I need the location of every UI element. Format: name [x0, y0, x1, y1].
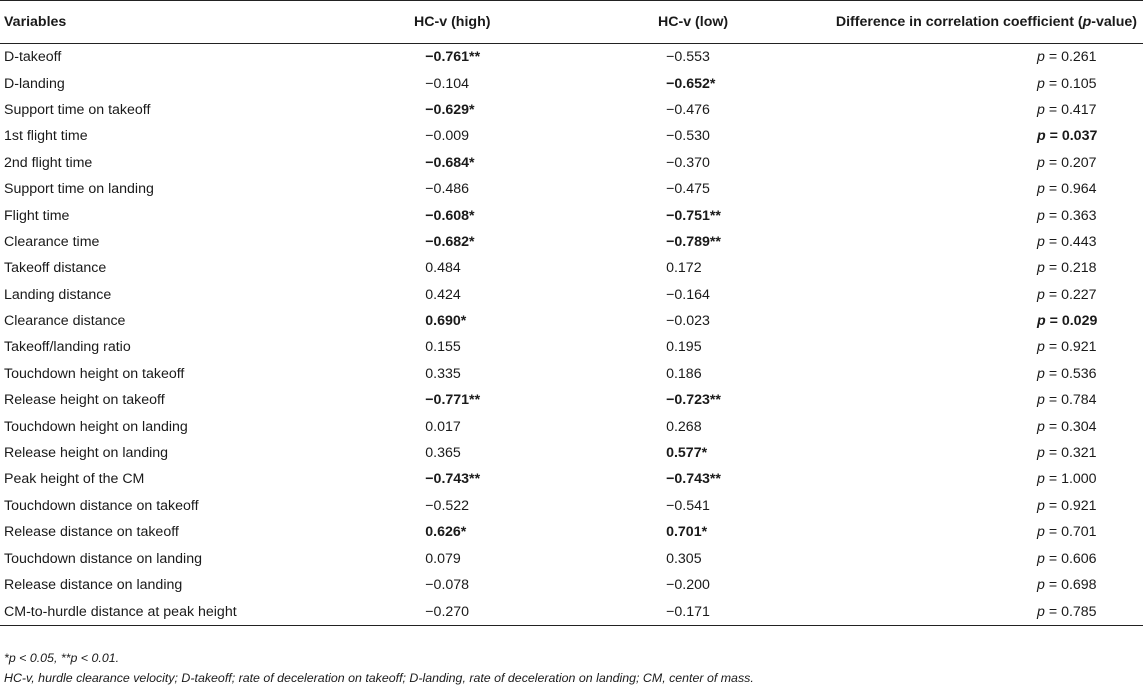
- cell-hc-low: [574, 387, 812, 413]
- p-number: 1.000: [1061, 471, 1097, 488]
- table-row: [0, 545, 1143, 571]
- value-hc-high: −0.522: [425, 497, 470, 514]
- cell-hc-low: [574, 282, 812, 308]
- cell-variable: Touchdown height on takeoff: [4, 365, 185, 382]
- value-hc-low: −0.530: [666, 128, 710, 145]
- cell-difference: [812, 572, 1143, 598]
- cell-difference: [812, 598, 1143, 626]
- cell-hc-high: [331, 493, 574, 519]
- value-hc-low: −0.553: [666, 49, 710, 66]
- value-hc-high: 0.079: [425, 550, 461, 567]
- equals-sign: =: [1044, 207, 1062, 224]
- table-row: [0, 519, 1143, 545]
- value-hc-low: −0.743**: [666, 471, 721, 488]
- header-diff-prefix: Difference in correlation coefficient (: [835, 14, 1083, 30]
- cell-variable: Touchdown height on landing: [4, 418, 188, 435]
- p-symbol: p: [1037, 313, 1046, 330]
- p-symbol: p: [1037, 101, 1045, 118]
- table-row: [0, 229, 1143, 255]
- p-value: [1037, 445, 1137, 461]
- cell-hc-high: [331, 519, 574, 545]
- p-number: 0.443: [1061, 233, 1097, 250]
- table-row: [0, 255, 1143, 281]
- p-symbol: p: [1037, 497, 1045, 514]
- footnote-significance: *p < 0.05, **p < 0.01.: [4, 651, 120, 665]
- cell-difference: [812, 176, 1143, 202]
- cell-variable: 2nd flight time: [4, 154, 93, 171]
- cell-hc-low: [574, 493, 812, 519]
- cell-hc-low: [574, 255, 812, 281]
- p-number: 0.261: [1061, 49, 1097, 66]
- cell-variable: Peak height of the CM: [4, 471, 145, 488]
- equals-sign: =: [1044, 260, 1062, 277]
- p-value: [1037, 76, 1137, 92]
- p-number: 0.363: [1061, 207, 1097, 224]
- p-symbol: p: [1037, 75, 1045, 92]
- cell-hc-high: [331, 229, 574, 255]
- value-hc-high: −0.629*: [425, 101, 475, 118]
- cell-hc-low: [574, 572, 812, 598]
- cell-difference: [812, 150, 1143, 176]
- p-value: [1037, 524, 1137, 540]
- p-value: [1037, 234, 1137, 250]
- cell-hc-low: [574, 545, 812, 571]
- value-hc-low: −0.789**: [666, 233, 721, 250]
- table-row: [0, 150, 1143, 176]
- equals-sign: =: [1045, 313, 1062, 330]
- p-number: 0.321: [1061, 445, 1097, 462]
- equals-sign: =: [1044, 418, 1062, 435]
- cell-hc-high: [331, 387, 574, 413]
- equals-sign: =: [1044, 233, 1062, 250]
- table-row: [0, 308, 1143, 334]
- p-symbol: p: [1037, 260, 1045, 277]
- table-row: [0, 361, 1143, 387]
- table-row: [0, 572, 1143, 598]
- equals-sign: =: [1044, 286, 1062, 303]
- cell-variable: D-takeoff: [4, 49, 62, 66]
- p-symbol: p: [1037, 445, 1045, 462]
- equals-sign: =: [1044, 603, 1062, 620]
- cell-hc-low: [574, 598, 812, 626]
- equals-sign: =: [1045, 128, 1062, 145]
- footnote-abbreviations: HC-v, hurdle clearance velocity; D-takeoff; rate of deceleration on takeoff; D-landing, rate of deceleration on landing; CM, center of mass.: [4, 671, 754, 685]
- cell-hc-low: [574, 466, 812, 492]
- equals-sign: =: [1044, 577, 1062, 593]
- cell-hc-high: [331, 440, 574, 466]
- cell-hc-high: [331, 97, 574, 123]
- cell-variable: Flight time: [4, 207, 70, 224]
- equals-sign: =: [1044, 445, 1062, 462]
- p-number: 0.037: [1061, 128, 1098, 145]
- cell-hc-high: [331, 282, 574, 308]
- p-value: [1037, 551, 1137, 567]
- cell-variable: Support time on landing: [4, 181, 154, 198]
- p-value: [1037, 260, 1137, 276]
- header-hc-high: HC-v (high): [331, 1, 574, 44]
- cell-variable: Release height on takeoff: [4, 392, 165, 409]
- value-hc-low: −0.164: [666, 286, 710, 303]
- cell-difference: [812, 466, 1143, 492]
- p-value: [1037, 604, 1137, 620]
- cell-hc-high: [331, 123, 574, 149]
- p-symbol: p: [1037, 128, 1046, 145]
- cell-difference: [812, 387, 1143, 413]
- cell-hc-high: [331, 308, 574, 334]
- cell-hc-low: [574, 519, 812, 545]
- header-hc-low: HC-v (low): [574, 1, 812, 44]
- value-hc-high: 0.365: [425, 445, 461, 462]
- p-symbol: p: [1037, 286, 1045, 303]
- cell-difference: [812, 440, 1143, 466]
- value-hc-high: −0.009: [425, 128, 470, 145]
- cell-hc-low: [574, 361, 812, 387]
- cell-hc-low: [574, 123, 812, 149]
- cell-difference: [812, 255, 1143, 281]
- value-hc-high: 0.424: [425, 286, 461, 303]
- value-hc-low: 0.172: [666, 260, 702, 277]
- cell-difference: [812, 97, 1143, 123]
- value-hc-high: 0.484: [425, 260, 461, 277]
- header-row: [0, 1, 1143, 44]
- value-hc-high: −0.608*: [425, 207, 475, 224]
- cell-hc-high: [331, 598, 574, 626]
- cell-difference: [812, 308, 1143, 334]
- value-hc-low: 0.305: [666, 550, 702, 567]
- cell-hc-low: [574, 176, 812, 202]
- value-hc-low: 0.701*: [666, 524, 708, 541]
- p-symbol: p: [1037, 49, 1045, 66]
- p-symbol: p: [1037, 418, 1045, 435]
- table-row: [0, 413, 1143, 439]
- p-number: 0.701: [1061, 524, 1097, 541]
- header-difference: [812, 1, 1143, 44]
- p-value: [1037, 392, 1137, 408]
- p-symbol: p: [1037, 577, 1045, 593]
- equals-sign: =: [1044, 339, 1062, 356]
- p-value: [1037, 313, 1137, 329]
- value-hc-high: −0.486: [425, 181, 470, 198]
- cell-difference: [812, 493, 1143, 519]
- p-symbol: p: [1037, 603, 1045, 620]
- p-symbol: p: [1037, 154, 1045, 171]
- table-row: [0, 440, 1143, 466]
- cell-hc-high: [331, 361, 574, 387]
- cell-variable: Release height on landing: [4, 445, 169, 462]
- p-value: [1037, 498, 1137, 514]
- value-hc-high: 0.690*: [425, 313, 467, 330]
- value-hc-low: 0.186: [666, 365, 702, 382]
- cell-difference: [812, 44, 1143, 71]
- p-number: 0.784: [1061, 392, 1097, 409]
- p-symbol: p: [1037, 365, 1045, 382]
- table-row: [0, 598, 1143, 626]
- p-number: 0.207: [1061, 154, 1097, 171]
- p-number: 0.227: [1061, 286, 1097, 303]
- cell-hc-high: [331, 466, 574, 492]
- p-value: [1037, 181, 1137, 197]
- cell-hc-low: [574, 44, 812, 71]
- value-hc-low: −0.723**: [666, 392, 721, 409]
- equals-sign: =: [1044, 497, 1062, 514]
- cell-variable: Touchdown distance on landing: [4, 550, 202, 567]
- table-row: [0, 97, 1143, 123]
- p-value: [1037, 128, 1137, 144]
- value-hc-low: −0.751**: [666, 207, 721, 224]
- table-row: [0, 334, 1143, 360]
- header-diff-p: p: [1082, 14, 1092, 30]
- cell-difference: [812, 361, 1143, 387]
- value-hc-high: −0.104: [425, 75, 470, 92]
- cell-difference: [812, 282, 1143, 308]
- cell-variable: Support time on takeoff: [4, 101, 151, 118]
- p-symbol: p: [1037, 524, 1045, 541]
- cell-hc-high: [331, 176, 574, 202]
- equals-sign: =: [1044, 101, 1062, 118]
- header-variables: Variables: [0, 1, 331, 44]
- header-diff-suffix: -value): [1091, 14, 1137, 30]
- cell-variable: Takeoff distance: [4, 260, 107, 277]
- p-value: [1037, 366, 1137, 382]
- p-symbol: p: [1037, 339, 1045, 356]
- equals-sign: =: [1044, 49, 1062, 66]
- value-hc-low: −0.023: [666, 313, 710, 330]
- cell-variable: Release distance on takeoff: [4, 524, 179, 541]
- cell-hc-high: [331, 150, 574, 176]
- cell-hc-high: [331, 572, 574, 598]
- value-hc-high: −0.761**: [425, 49, 481, 66]
- cell-hc-low: [574, 229, 812, 255]
- p-number: 0.029: [1061, 313, 1098, 330]
- value-hc-low: −0.200: [666, 577, 710, 593]
- value-hc-high: 0.155: [425, 339, 461, 356]
- p-symbol: p: [1037, 233, 1045, 250]
- cell-hc-high: [331, 334, 574, 360]
- equals-sign: =: [1044, 524, 1062, 541]
- equals-sign: =: [1044, 550, 1062, 567]
- table-row: [0, 70, 1143, 96]
- p-number: 0.921: [1061, 339, 1097, 356]
- cell-hc-high: [331, 545, 574, 571]
- p-number: 0.218: [1061, 260, 1097, 277]
- cell-hc-low: [574, 413, 812, 439]
- value-hc-low: −0.171: [666, 603, 710, 620]
- p-number: 0.698: [1061, 577, 1097, 593]
- cell-variable: Clearance distance: [4, 313, 126, 330]
- value-hc-low: −0.475: [666, 181, 710, 198]
- p-number: 0.921: [1061, 497, 1097, 514]
- cell-variable: 1st flight time: [4, 128, 88, 145]
- table-body: [0, 44, 1143, 626]
- cell-hc-low: [574, 150, 812, 176]
- cell-hc-high: [331, 413, 574, 439]
- p-symbol: p: [1037, 550, 1045, 567]
- cell-hc-low: [574, 202, 812, 228]
- equals-sign: =: [1044, 154, 1062, 171]
- cell-difference: [812, 202, 1143, 228]
- table-row: [0, 466, 1143, 492]
- equals-sign: =: [1044, 392, 1062, 409]
- cell-variable: Clearance time: [4, 233, 100, 250]
- p-number: 0.304: [1061, 418, 1097, 435]
- table-row: [0, 493, 1143, 519]
- value-hc-low: 0.195: [666, 339, 702, 356]
- equals-sign: =: [1044, 75, 1062, 92]
- p-symbol: p: [1037, 392, 1045, 409]
- value-hc-low: −0.652*: [666, 75, 716, 92]
- p-number: 0.417: [1061, 101, 1097, 118]
- equals-sign: =: [1044, 181, 1062, 198]
- p-symbol: p: [1037, 471, 1045, 488]
- value-hc-high: −0.743**: [425, 471, 481, 488]
- equals-sign: =: [1044, 471, 1062, 488]
- table-row: [0, 123, 1143, 149]
- value-hc-low: 0.268: [666, 418, 702, 435]
- value-hc-low: −0.370: [666, 154, 710, 171]
- value-hc-high: 0.335: [425, 365, 461, 382]
- cell-variable: Landing distance: [4, 286, 112, 303]
- p-number: 0.606: [1061, 550, 1097, 567]
- p-value: [1037, 49, 1137, 65]
- p-value: [1037, 102, 1137, 118]
- cell-difference: [812, 545, 1143, 571]
- value-hc-low: 0.577*: [666, 445, 708, 462]
- value-hc-high: 0.017: [425, 418, 461, 435]
- p-value: [1037, 577, 1137, 593]
- p-number: 0.964: [1061, 181, 1097, 198]
- table-row: [0, 44, 1143, 71]
- value-hc-high: −0.682*: [425, 233, 475, 250]
- value-hc-high: −0.078: [425, 577, 470, 593]
- p-value: [1037, 155, 1137, 171]
- cell-variable: CM-to-hurdle distance at peak height: [0, 598, 331, 626]
- cell-hc-high: [331, 202, 574, 228]
- value-hc-high: −0.684*: [425, 154, 475, 171]
- table-row: [0, 202, 1143, 228]
- cell-hc-low: [574, 440, 812, 466]
- cell-difference: [812, 229, 1143, 255]
- p-number: 0.785: [1061, 603, 1097, 620]
- cell-variable: Release distance on landing: [4, 577, 183, 593]
- cell-hc-high: [331, 70, 574, 96]
- value-hc-high: −0.270: [425, 603, 470, 620]
- cell-hc-low: [574, 97, 812, 123]
- cell-difference: [812, 123, 1143, 149]
- cell-difference: [812, 413, 1143, 439]
- cell-variable: Touchdown distance on takeoff: [4, 497, 199, 514]
- p-number: 0.105: [1061, 75, 1097, 92]
- cell-hc-high: [331, 255, 574, 281]
- p-value: [1037, 287, 1137, 303]
- p-number: 0.536: [1061, 365, 1097, 382]
- p-value: [1037, 339, 1137, 355]
- value-hc-high: 0.626*: [425, 524, 467, 541]
- cell-difference: [812, 519, 1143, 545]
- cell-hc-low: [574, 70, 812, 96]
- cell-difference: [812, 70, 1143, 96]
- cell-variable: D-landing: [4, 75, 65, 92]
- equals-sign: =: [1044, 365, 1062, 382]
- p-value: [1037, 471, 1137, 487]
- cell-hc-low: [574, 334, 812, 360]
- value-hc-low: −0.476: [666, 101, 710, 118]
- table-row: [0, 282, 1143, 308]
- p-value: [1037, 419, 1137, 435]
- cell-hc-low: [574, 308, 812, 334]
- value-hc-high: −0.771**: [425, 392, 481, 409]
- cell-hc-high: [331, 44, 574, 71]
- p-symbol: p: [1037, 207, 1045, 224]
- table-row: [0, 387, 1143, 413]
- cell-difference: [812, 334, 1143, 360]
- p-value: [1037, 208, 1137, 224]
- value-hc-low: −0.541: [666, 497, 710, 514]
- cell-variable: Takeoff/landing ratio: [4, 339, 131, 356]
- p-symbol: p: [1037, 181, 1045, 198]
- table-row: [0, 176, 1143, 202]
